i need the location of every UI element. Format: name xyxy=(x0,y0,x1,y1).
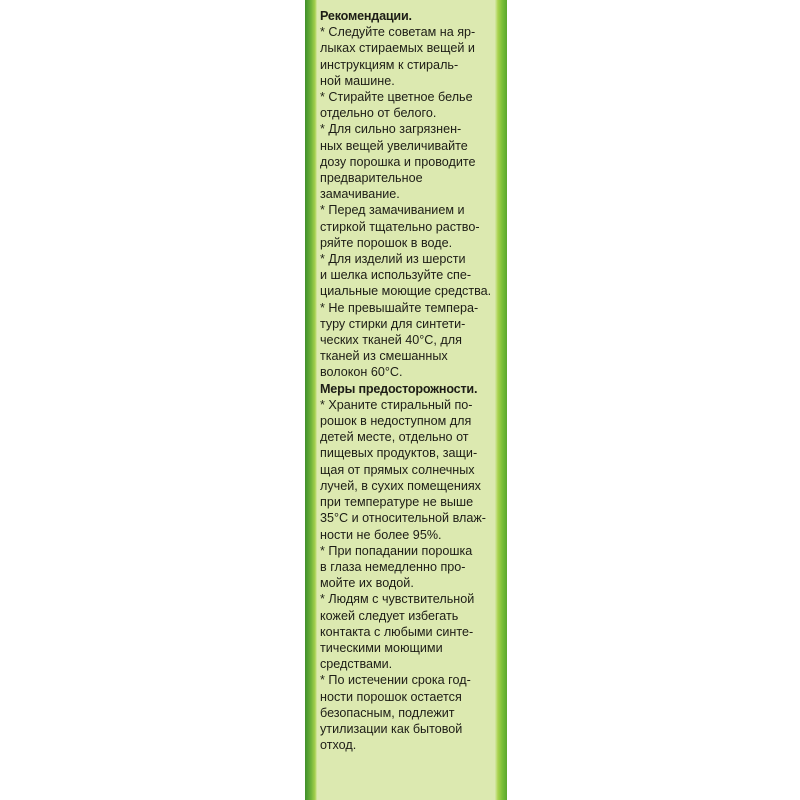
precautions-list xyxy=(320,397,488,753)
precautions-line: средствами. xyxy=(320,657,393,672)
recommendations-line: туру стирки для синтети- xyxy=(320,316,466,331)
precautions-line: лучей, в сухих помещениях xyxy=(320,478,481,493)
recommendations-line: замачивание. xyxy=(320,187,400,202)
instructions-text xyxy=(320,8,492,753)
recommendations-line: ной машине. xyxy=(320,73,395,88)
recommendations-line: циальные моющие средства. xyxy=(320,284,492,299)
precautions-line: * Храните стиральный по- xyxy=(320,397,473,412)
recommendations-line: тканей из смешанных xyxy=(320,349,448,364)
recommendations-line: инструкциям к стираль- xyxy=(320,57,459,72)
recommendations-line: и шелка используйте спе- xyxy=(320,268,472,283)
recommendations-line: стиркой тщательно раство- xyxy=(320,219,480,234)
recommendations-line: лыках стираемых вещей и xyxy=(320,41,475,56)
recommendations-line: дозу порошка и проводите xyxy=(320,154,476,169)
recommendations-line: * Для изделий из шерсти xyxy=(320,252,466,267)
precautions-line: 35°С и относительной влаж- xyxy=(320,511,486,526)
recommendations-line: предварительное xyxy=(320,171,423,186)
precautions-line: мойте их водой. xyxy=(320,576,414,591)
precautions-line: щая от прямых солнечных xyxy=(320,462,475,477)
precautions-line: контакта с любыми синте- xyxy=(320,624,474,639)
precautions-line: отход. xyxy=(320,738,357,753)
precautions-line: безопасным, подлежит xyxy=(320,705,455,720)
precautions-line: ности не более 95%. xyxy=(320,527,442,542)
precautions-line: тическими моющими xyxy=(320,640,443,655)
recommendations-heading: Рекомендации. xyxy=(320,9,412,23)
recommendations-line: ных вещей увеличивайте xyxy=(320,138,468,153)
precautions-line: утилизации как бытовой xyxy=(320,721,463,736)
recommendations-line: * Перед замачиванием и xyxy=(320,203,465,218)
recommendations-line: волокон 60°С. xyxy=(320,365,403,380)
recommendations-line: * Стирайте цветное белье xyxy=(320,90,473,105)
recommendations-line: * Следуйте советам на яр- xyxy=(320,25,476,40)
precautions-line: детей месте, отдельно от xyxy=(320,430,469,445)
recommendations-line: * Не превышайте темпера- xyxy=(320,300,479,315)
precautions-line: пищевых продуктов, защи- xyxy=(320,446,478,461)
precautions-line: * Людям с чувствительной xyxy=(320,592,475,607)
recommendations-line: отдельно от белого. xyxy=(320,106,437,121)
precautions-line: кожей следует избегать xyxy=(320,608,459,623)
recommendations-line: * Для сильно загрязнен- xyxy=(320,122,462,137)
recommendations-line: ряйте порошок в воде. xyxy=(320,235,453,250)
precautions-line: * По истечении срока год- xyxy=(320,673,471,688)
precautions-line: в глаза немедленно про- xyxy=(320,559,466,574)
recommendations-line: ческих тканей 40°С, для xyxy=(320,333,462,348)
precautions-heading: Меры предосторожности. xyxy=(320,381,478,396)
recommendations-list xyxy=(320,24,492,380)
precautions-line: ности порошок остается xyxy=(320,689,462,704)
precautions-line: * При попадании порошка xyxy=(320,543,473,558)
precautions-line: при температуре не выше xyxy=(320,495,474,510)
precautions-line: рошок в недоступном для xyxy=(320,414,472,429)
